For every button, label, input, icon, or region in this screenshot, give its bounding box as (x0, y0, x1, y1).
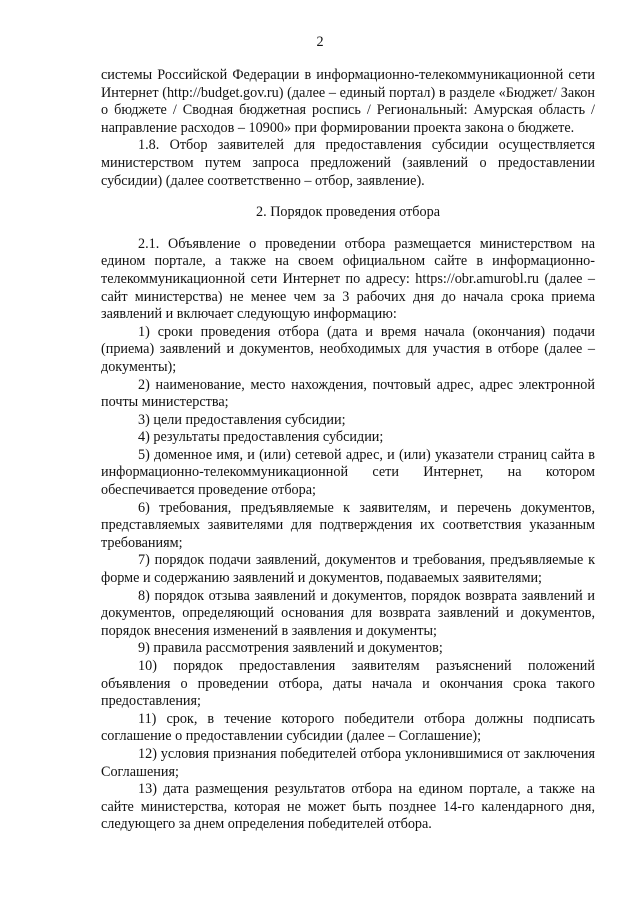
paragraph-budget-portal: системы Российской Федерации в информационно-телекоммуникационной сети Интернет (http://budget.gov.ru) (далее – единый портал) в разделе «Бюджет/ Закон о бюджете / Сводная бюджетная роспись / Региональный: Амурская область / направление расходов – 10900» при формировании проекта закона о бюджете. (101, 67, 595, 136)
list-item-7: 7) порядок подачи заявлений, документов и требования, предъявляемые к форме и содержанию заявлений и документов, подаваемых заявителями; (101, 552, 595, 587)
paragraph-1-8: 1.8. Отбор заявителей для предоставления субсидии осуществляется министерством путем запроса предложений (заявлений о предоставлении субсидии) (далее соответственно – отбор, заявление). (101, 137, 595, 189)
list-item-9: 9) правила рассмотрения заявлений и документов; (138, 640, 443, 657)
list-item-4: 4) результаты предоставления субсидии; (138, 429, 384, 446)
list-item-13: 13) дата размещения результатов отбора на едином портале, а также на сайте министерства, которая не может быть позднее 14-го календарного дня, следующего за днем определения победителей отбора. (101, 781, 595, 833)
list-item-8: 8) порядок отзыва заявлений и документов, порядок возврата заявлений и документов, определяющий основания для возврата заявлений и документов, порядок внесения изменений в заявления и документы; (101, 587, 595, 639)
paragraph-2-1: 2.1. Объявление о проведении отбора размещается министерством на едином портале, а также на своем официальном сайте в информационно-телекоммуникационной сети Интернет по адресу: https://obr.amurobl.ru (далее – сайт министерства) не менее чем за 3 рабочих дня до начала срока приема заявлений и включает следующую информацию: (101, 235, 595, 323)
list-item-2: 2) наименование, место нахождения, почтовый адрес, адрес электронной почты министерства; (101, 376, 595, 411)
list-item-1: 1) сроки проведения отбора (дата и время начала (окончания) подачи (приема) заявлений и документов, необходимых для участия в отборе (далее – документы); (101, 323, 595, 375)
document-body (101, 67, 595, 834)
list-item-3: 3) цели предоставления субсидии; (138, 411, 346, 428)
page-number: 2 (316, 34, 324, 50)
list-item-12: 12) условия признания победителей отбора уклонившимися от заключения Соглашения; (101, 745, 595, 780)
list-item-10: 10) порядок предоставления заявителям разъяснений положений объявления о проведении отбора, даты начала и окончания срока такого предоставления; (101, 658, 595, 710)
list-item-6: 6) требования, предъявляемые к заявителям, и перечень документов, представляемых заявителями для подтверждения их соответствия указанным требованиям; (101, 499, 595, 551)
section-heading: 2. Порядок проведения отбора (256, 204, 440, 221)
list-item-5: 5) доменное имя, и (или) сетевой адрес, и (или) указатели страниц сайта в информационно-телекоммуникационной сети Интернет, на котором обеспечивается проведение отбора; (101, 446, 595, 499)
list-item-11: 11) срок, в течение которого победители отбора должны подписать соглашение о предоставлении субсидии (далее – Соглашение); (101, 710, 595, 745)
